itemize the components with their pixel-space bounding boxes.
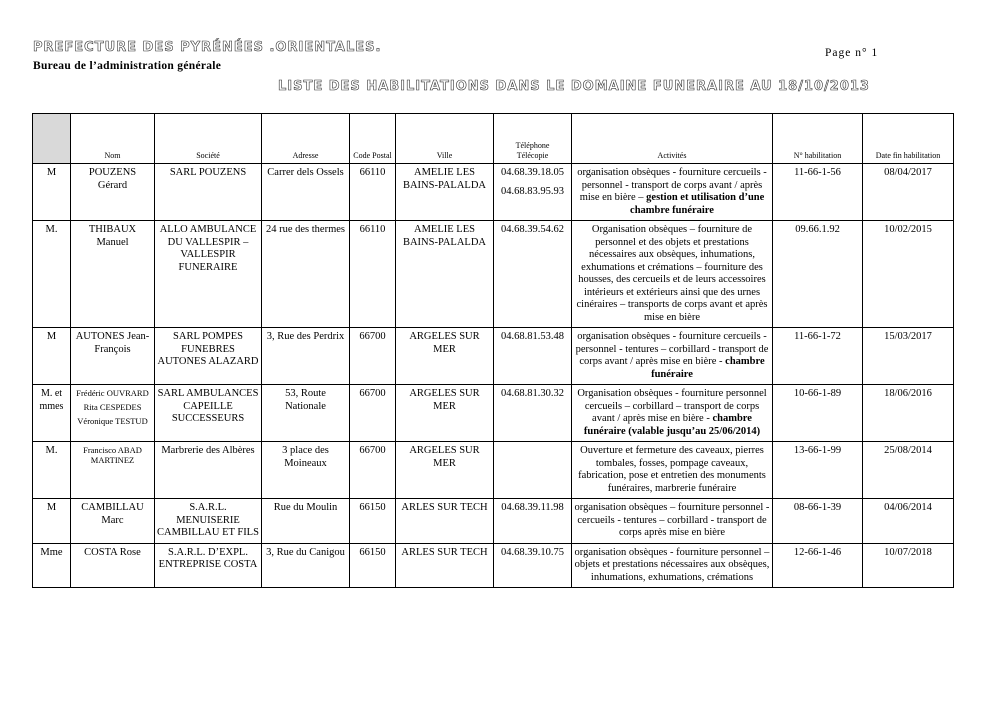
header-societe: Société (155, 114, 262, 164)
cell-civilite: M (33, 499, 71, 544)
cell-telephone: 04.68.81.30.32 (494, 385, 572, 442)
cell-adresse: 53, Route Nationale (262, 385, 350, 442)
telephone: 04.68.39.18.05 (501, 167, 564, 178)
cell-habilitation: 11-66-1-72 (773, 328, 863, 385)
cell-nom: POUZENS Gérard (71, 164, 155, 221)
habilitations-table (32, 113, 954, 588)
table-row (33, 499, 954, 544)
cell-adresse: 3, Rue des Perdrix (262, 328, 350, 385)
cell-telephone: 04.68.39.54.62 (494, 221, 572, 328)
cell-code-postal: 66110 (350, 164, 396, 221)
cell-nom: THIBAUX Manuel (71, 221, 155, 328)
activites-bold: chambre funéraire (valable jusqu’au 25/06/2014) (583, 413, 761, 437)
cell-civilite: Mme (33, 543, 71, 588)
cell-habilitation: 10-66-1-89 (773, 385, 863, 442)
cell-code-postal: 66150 (350, 543, 396, 588)
cell-activites: organisation obsèques – fourniture personnel - cercueils - tentures – corbillard - transport de corps après mise en bière (572, 499, 773, 544)
cell-ville: ARLES SUR TECH (396, 499, 494, 544)
header-civilite (33, 114, 71, 164)
cell-telephone: 04.68.81.53.48 (494, 328, 572, 385)
cell-date-fin: 10/07/2018 (863, 543, 954, 588)
cell-ville: AMELIE LES BAINS-PALALDA (396, 164, 494, 221)
cell-civilite: M. (33, 221, 71, 328)
page-number: Page n° 1 (825, 47, 879, 59)
table-row (33, 221, 954, 328)
cell-activites: organisation obsèques - fourniture personnel – objets et prestations nécessaires aux obsèques, inhumations, exhumations, crémations (572, 543, 773, 588)
activites-bold: gestion et utilisation d’une chambre funéraire (630, 192, 765, 216)
cell-activites (572, 385, 773, 442)
cell-date-fin: 15/03/2017 (863, 328, 954, 385)
cell-telephone: 04.68.39.10.75 (494, 543, 572, 588)
cell-adresse: 24 rue des thermes (262, 221, 350, 328)
cell-societe: SARL AMBULANCES CAPEILLE SUCCESSEURS (155, 385, 262, 442)
cell-telephone (494, 164, 572, 221)
table-row (33, 164, 954, 221)
document-title: LISTE DES HABILITATIONS DANS LE DOMAINE FUNERAIRE AU 18/10/2013 (278, 79, 870, 94)
nom-cespedes: Rita CESPEDES (83, 402, 142, 412)
cell-habilitation: 12-66-1-46 (773, 543, 863, 588)
cell-code-postal: 66700 (350, 442, 396, 499)
cell-nom: Francisco ABAD MARTINEZ (71, 442, 155, 499)
cell-date-fin: 10/02/2015 (863, 221, 954, 328)
table-row (33, 385, 954, 442)
cell-societe: ALLO AMBULANCE DU VALLESPIR – VALLESPIR FUNERAIRE (155, 221, 262, 328)
table-row (33, 442, 954, 499)
nom-ouvrard: Frédéric OUVRARD (76, 388, 149, 398)
cell-nom (71, 385, 155, 442)
cell-telephone: 04.68.39.11.98 (494, 499, 572, 544)
cell-adresse: Rue du Moulin (262, 499, 350, 544)
cell-civilite: M (33, 164, 71, 221)
cell-nom: COSTA Rose (71, 543, 155, 588)
cell-nom: AUTONES Jean-François (71, 328, 155, 385)
cell-code-postal: 66700 (350, 385, 396, 442)
cell-habilitation: 08-66-1-39 (773, 499, 863, 544)
header-telephone: Téléphone Télécopie (494, 114, 572, 164)
cell-habilitation: 09.66.1.92 (773, 221, 863, 328)
cell-societe: Marbrerie des Albères (155, 442, 262, 499)
cell-telephone (494, 442, 572, 499)
cell-ville: AMELIE LES BAINS-PALALDA (396, 221, 494, 328)
cell-activites: Ouverture et fermeture des caveaux, pierres tombales, fosses, pompage caveaux, fabrication, pose et entretien des monuments funéraires, marbrerie funéraire (572, 442, 773, 499)
cell-code-postal: 66150 (350, 499, 396, 544)
cell-societe: SARL POUZENS (155, 164, 262, 221)
cell-date-fin: 04/06/2014 (863, 499, 954, 544)
cell-ville: ARGELES SUR MER (396, 385, 494, 442)
header-date-fin: Date fin habilitation (863, 114, 954, 164)
cell-habilitation: 13-66-1-99 (773, 442, 863, 499)
cell-date-fin: 18/06/2016 (863, 385, 954, 442)
cell-adresse: 3 place des Moineaux (262, 442, 350, 499)
prefecture-heading: PREFECTURE DES PYRÉNÉES .ORIENTALES. (33, 40, 382, 55)
cell-ville: ARGELES SUR MER (396, 328, 494, 385)
header-code-postal: Code Postal (350, 114, 396, 164)
cell-ville: ARLES SUR TECH (396, 543, 494, 588)
activites-text: organisation obsèques - fourniture cercueils - personnel - transport de corps avant / après mise en bière – (577, 167, 767, 203)
cell-civilite: M. et mmes (33, 385, 71, 442)
cell-societe: SARL POMPES FUNEBRES AUTONES ALAZARD (155, 328, 262, 385)
cell-code-postal: 66110 (350, 221, 396, 328)
header-habilitation: N° habilitation (773, 114, 863, 164)
cell-societe: S.A.R.L. MENUISERIE CAMBILLAU ET FILS (155, 499, 262, 544)
cell-nom: CAMBILLAU Marc (71, 499, 155, 544)
table-header-row (33, 114, 954, 164)
activites-text: organisation obsèques - fourniture cercueils - personnel - tentures – corbillard - transport de corps avant / après mise en bière - (575, 331, 769, 367)
cell-date-fin: 25/08/2014 (863, 442, 954, 499)
header-activites: Activités (572, 114, 773, 164)
cell-code-postal: 66700 (350, 328, 396, 385)
cell-adresse: 3, Rue du Canigou (262, 543, 350, 588)
header-nom: Nom (71, 114, 155, 164)
header-adresse: Adresse (262, 114, 350, 164)
telecopie: 04.68.83.95.93 (501, 185, 564, 197)
cell-activites (572, 328, 773, 385)
cell-civilite: M. (33, 442, 71, 499)
cell-societe: S.A.R.L. D’EXPL. ENTREPRISE COSTA (155, 543, 262, 588)
header-ville: Ville (396, 114, 494, 164)
table-row (33, 543, 954, 588)
cell-activites: Organisation obsèques – fourniture de personnel et des objets et prestations nécessaires aux obsèques, inhumations, exhumations et crémations – fourniture des housses, des cercueils et de leurs accessoires intérieurs et extérieurs ainsi que des urnes cinéraires – transports de corps avant et après mise en bière (572, 221, 773, 328)
cell-date-fin: 08/04/2017 (863, 164, 954, 221)
activites-bold: chambre funéraire (651, 356, 765, 380)
cell-adresse: Carrer dels Ossels (262, 164, 350, 221)
bureau-heading: Bureau de l’administration générale (33, 60, 222, 72)
cell-civilite: M (33, 328, 71, 385)
cell-ville: ARGELES SUR MER (396, 442, 494, 499)
cell-habilitation: 11-66-1-56 (773, 164, 863, 221)
cell-activites (572, 164, 773, 221)
nom-testud: Véronique TESTUD (77, 416, 148, 426)
table-row (33, 328, 954, 385)
activites-text: Organisation obsèques - fourniture personnel cercueils – corbillard – transport de corps avant / après mise en bière - (577, 388, 767, 424)
